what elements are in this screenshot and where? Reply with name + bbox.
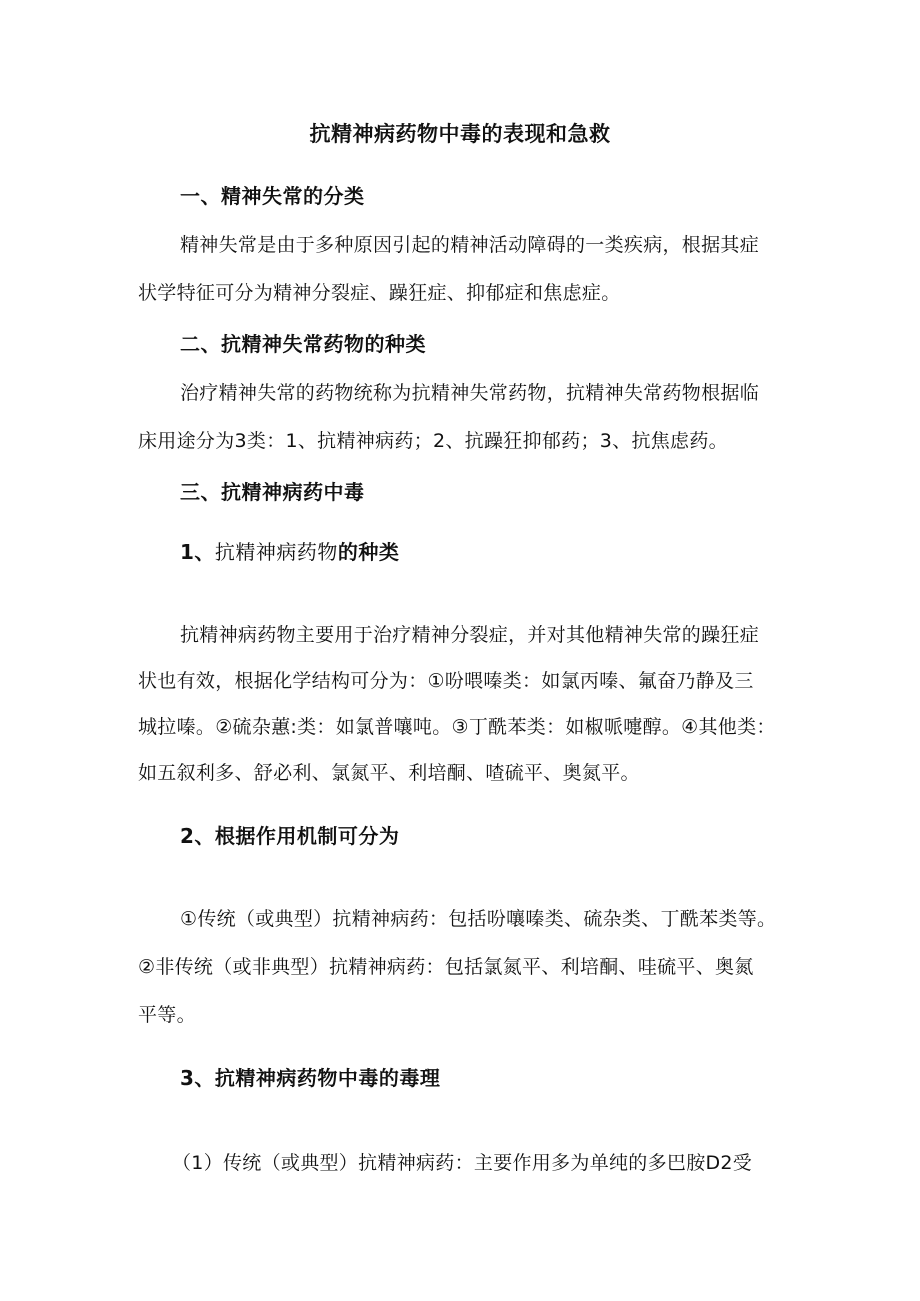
subsection-1-number: 1、 [180, 540, 215, 564]
subsection-1-title-bold: 的种类 [337, 540, 400, 564]
subsection-2-heading: 2、根据作用机制可分为 [180, 824, 400, 848]
subsection-1-heading [180, 536, 399, 565]
subsection-2-line-3: 平等。 [138, 1004, 196, 1026]
subsection-3-line-1: （1）传统（或典型）抗精神病药：主要作用多为单纯的多巴胺D2受 [172, 1152, 753, 1174]
subsection-1-line-2: 状也有效，根据化学结构可分为：①吩喂嗪类：如氯丙嗪、氟奋乃静及三 [138, 670, 754, 692]
section-2-heading: 二、抗精神失常药物的种类 [180, 332, 426, 356]
subsection-1-line-3: 城拉嗪。②硫杂蕙:类：如氯普嚷吨。③丁酰苯类：如椒哌嚏醇。④其他类： [138, 716, 776, 738]
section-1-line-2: 状学特征可分为精神分裂症、躁狂症、抑郁症和焦虑症。 [138, 282, 621, 304]
subsection-3-heading: 3、抗精神病药物中毒的毒理 [180, 1066, 441, 1090]
section-3-heading: 三、抗精神病药中毒 [180, 480, 365, 504]
section-2-line-2: 床用途分为3类：1、抗精神病药；2、抗躁狂抑郁药；3、抗焦虑药。 [138, 430, 728, 452]
subsection-2-line-1: ①传统（或典型）抗精神病药：包括吩嚷嗪类、硫杂类、丁酰苯类等。 [180, 908, 777, 930]
section-2-line-1: 治疗精神失常的药物统称为抗精神失常药物，抗精神失常药物根据临 [180, 382, 760, 404]
subsection-2-line-2: ②非传统（或非典型）抗精神病药：包括氯氮平、利培酮、哇硫平、奥氮 [138, 956, 754, 978]
subsection-1-line-4: 如五叙利多、舒必利、氯氮平、利培酮、喳硫平、奥氮平。 [138, 762, 640, 784]
subsection-1-title-light: 抗精神病药物 [214, 540, 338, 564]
section-1-line-1: 精神失常是由于多种原因引起的精神活动障碍的一类疾病，根据其症 [180, 234, 760, 256]
subsection-1-line-1: 抗精神病药物主要用于治疗精神分裂症，并对其他精神失常的躁狂症 [180, 624, 760, 646]
document-title: 抗精神病药物中毒的表现和急救 [309, 122, 611, 146]
section-1-heading: 一、精神失常的分类 [180, 184, 365, 208]
